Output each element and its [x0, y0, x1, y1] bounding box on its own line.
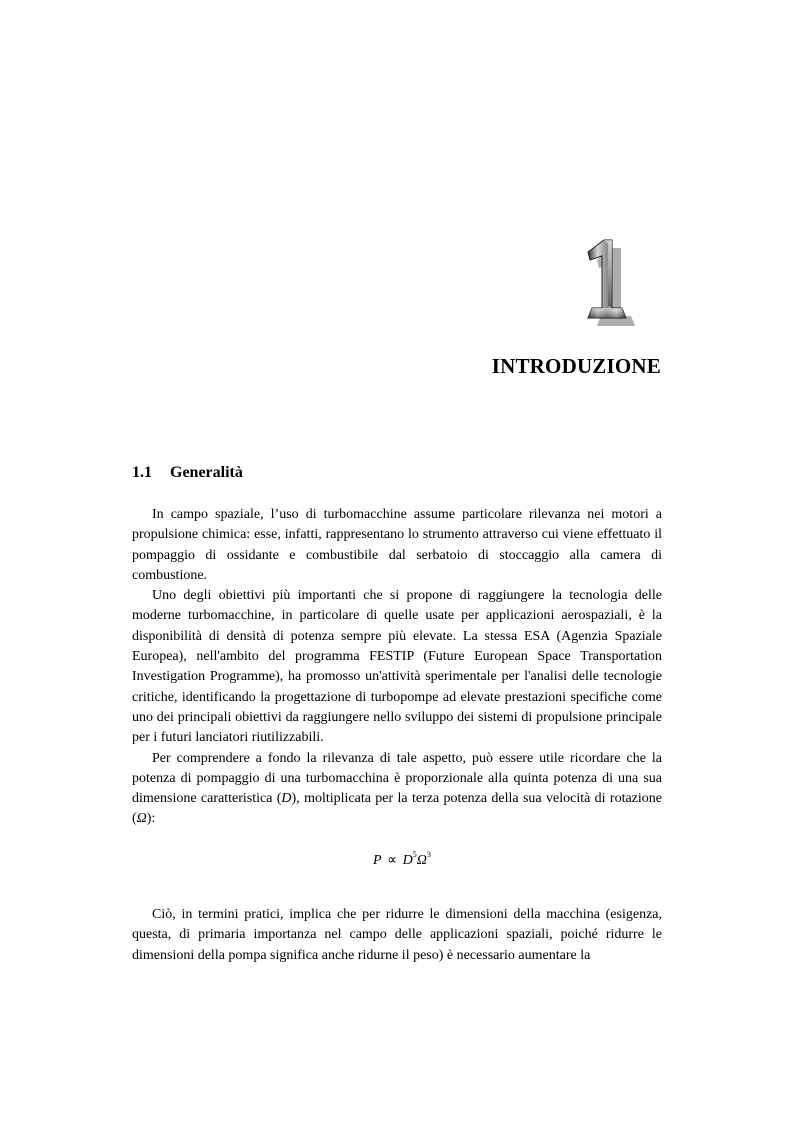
- formula-d-exponent: 5: [412, 850, 417, 859]
- section-heading: [132, 464, 243, 482]
- chapter-title: INTRODUZIONE: [491, 354, 661, 378]
- paragraph-text: Per comprendere a fondo la rilevanza di tale aspetto, può essere utile ricordare che la potenza di pompaggio di una turbomacchina è proporzionale alla quinta potenza di una sua dimensione caratteristica (: [132, 750, 662, 807]
- formula-p: P: [373, 853, 382, 868]
- body-text-block-continued: [132, 905, 662, 966]
- paragraph: Ciò, in termini pratici, implica che per ridurre le dimensioni della macchina (esigenza, questa, di primaria importanza nel campo delle applicazioni spaziali, poiché ridurre le dimensioni della pompa significa anche ridurne il peso) è necessario aumentare la: [132, 907, 662, 963]
- paragraph: [132, 749, 662, 830]
- paragraph-text: ):: [146, 811, 156, 827]
- section-title: Generalità: [170, 464, 243, 481]
- symbol-omega: Ω: [136, 811, 147, 827]
- formula-omega-exponent: 3: [426, 850, 431, 859]
- paragraph-text: ), moltiplicata per la terza potenza della sua velocità di rotazione (: [132, 791, 662, 827]
- paragraph: In campo spaziale, l’uso di turbomacchine assume particolare rilevanza nei motori a propulsione chimica: esse, infatti, rappresentano lo strumento attraverso cui viene effettuato il pompaggio di ossidante e combustibile dal serbatoio di stoccaggio alla camera di combustione.: [132, 507, 662, 583]
- power-formula: [373, 852, 431, 869]
- chapter-number-graphic: [578, 236, 638, 328]
- formula-omega: Ω: [416, 853, 427, 868]
- proportional-symbol: ∝: [387, 853, 398, 868]
- section-number: 1.1: [132, 464, 152, 481]
- symbol-d: D: [281, 791, 292, 807]
- formula-d: D: [402, 853, 413, 868]
- paragraph: Uno degli obiettivi più importanti che si propone di raggiungere la tecnologia delle moderne turbomacchine, in particolare di quelle usate per applicazioni aerospaziali, è la disponibilità di densità di potenza sempre più elevate. La stessa ESA (Agenzia Spaziale Europea), nell'ambito del programma FESTIP (Future European Space Transportation Investigation Programme), ha promosso un'attività sperimentale per l'analisi delle tecnologie critiche, identificando la progettazione di turbopompe ad elevate prestazioni specifiche come uno dei principali obiettivi da raggiungere nello sviluppo dei sistemi di propulsione principale per i futuri lanciatori riutilizzabili.: [132, 588, 662, 746]
- body-text-block: [132, 505, 662, 830]
